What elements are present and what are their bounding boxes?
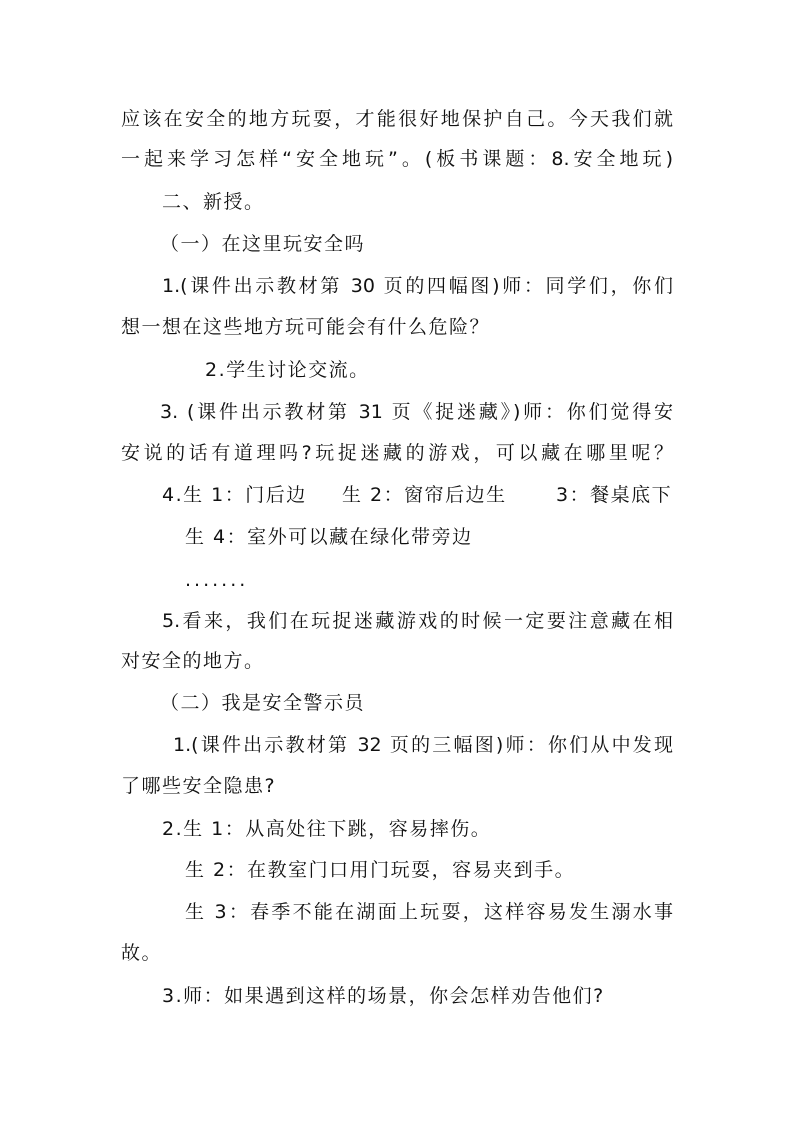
- text-line-9: 安说的话有道理吗?玩捉迷藏的游戏，可以藏在哪里呢？: [121, 442, 673, 464]
- text-line-19: 了哪些安全隐患?: [121, 775, 277, 797]
- text-line-16: 对安全的地方。: [121, 650, 265, 672]
- answers-row: [162, 482, 673, 508]
- answer-3: 3：餐桌底下: [556, 484, 673, 506]
- text-line-23: 故。: [121, 942, 163, 964]
- text-line-5: 1.(课件出示教材第 30 页的四幅图)师：同学们，你们: [162, 275, 673, 297]
- text-line-22: 生 3：春季不能在湖面上玩耍，这样容易发生溺水事: [185, 901, 673, 923]
- subsection-heading-1: （一）在这里玩安全吗: [160, 233, 366, 255]
- text-line-1: 应该在安全的地方玩耍，才能很好地保护自己。今天我们就: [121, 108, 673, 130]
- text-line-24: 3.师：如果遇到这样的场景，你会怎样劝告他们?: [162, 985, 605, 1007]
- answer-2: 生 2：窗帘后边生: [342, 484, 507, 506]
- section-heading-new-lesson: 二、新授。: [162, 191, 265, 213]
- subsection-heading-2: （二）我是安全警示员: [160, 692, 366, 714]
- answer-4: 生 4：室外可以藏在绿化带旁边: [185, 526, 473, 548]
- text-line-6: 想一想在这些地方玩可能会有什么危险？: [121, 316, 491, 338]
- text-line-2: 一起来学习怎样“安全地玩”。(板书课题：8.安全地玩): [121, 148, 673, 170]
- text-line-8: 3. (课件出示教材第 31 页《捉迷藏》)师：你们觉得安: [160, 401, 673, 423]
- answer-1: 4.生 1：门后边: [162, 484, 307, 506]
- text-line-7: 2.学生讨论交流。: [205, 359, 370, 381]
- text-line-21: 生 2：在教室门口用门玩耍，容易夹到手。: [185, 859, 576, 881]
- ellipsis: .......: [185, 569, 249, 591]
- text-line-15: 5.看来，我们在玩捉迷藏游戏的时候一定要注意藏在相: [162, 610, 673, 632]
- text-line-18: 1.(课件出示教材第 32 页的三幅图)师：你们从中发现: [173, 734, 673, 756]
- text-line-20: 2.生 1：从高处往下跳，容易摔伤。: [162, 818, 492, 840]
